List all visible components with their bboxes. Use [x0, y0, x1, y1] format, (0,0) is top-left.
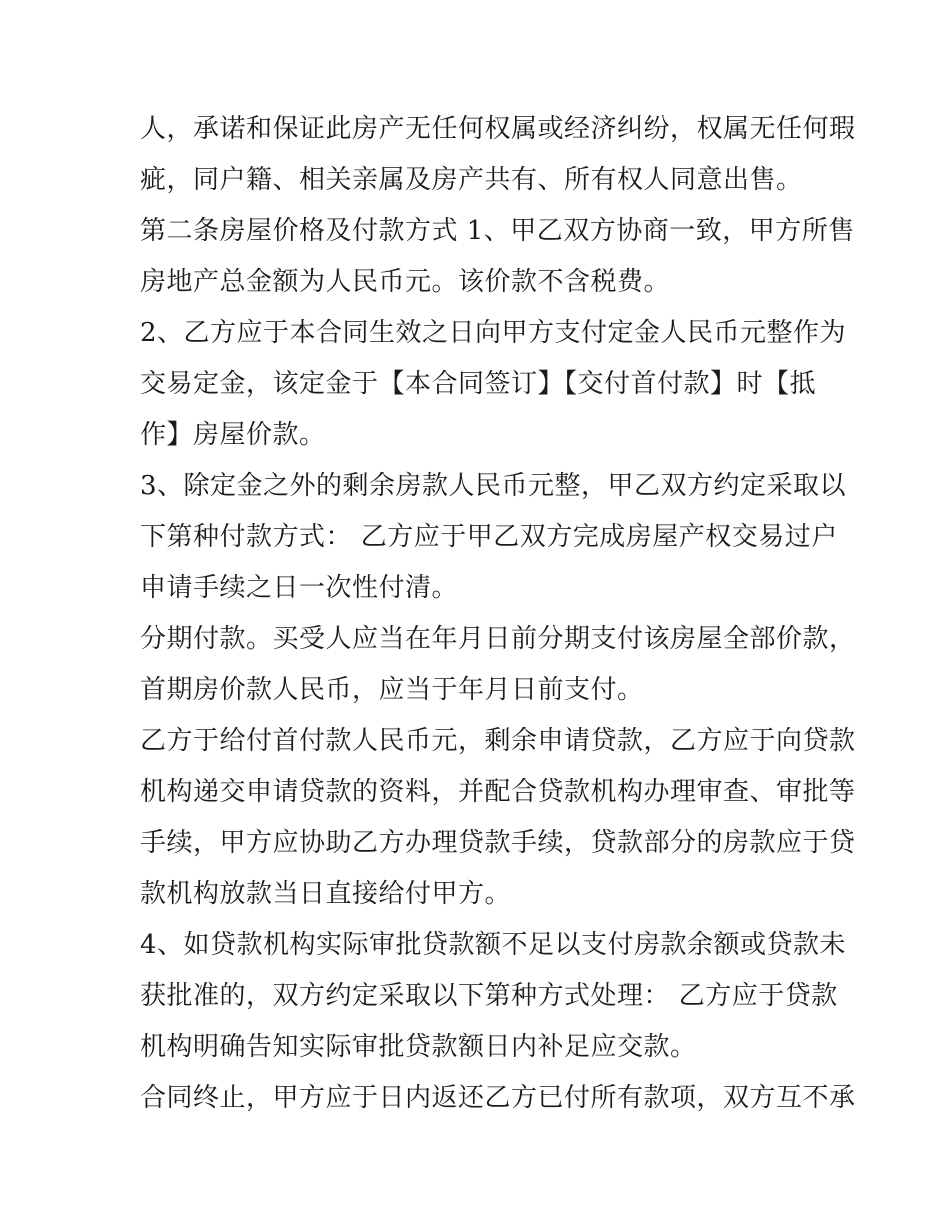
- text-line: 机构递交申请贷款的资料，并配合贷款机构办理审查、审批等: [140, 777, 856, 807]
- text-line: 作】房屋价款。: [140, 420, 326, 450]
- text-line: 获批准的，双方约定采取以下第种方式处理： 乙方应于贷款: [140, 981, 838, 1011]
- text-line: 房地产总金额为人民币元。该价款不含税费。: [140, 267, 671, 297]
- text-line: 下第种付款方式： 乙方应于甲乙双方完成房屋产权交易过户: [140, 522, 838, 552]
- text-line: 手续，甲方应协助乙方办理贷款手续，贷款部分的房款应于贷: [140, 828, 856, 858]
- text-line: 2、乙方应于本合同生效之日向甲方支付定金人民币元整作为: [140, 318, 847, 348]
- text-line: 第二条房屋价格及付款方式 1、甲乙双方协商一致，甲方所售: [140, 216, 855, 246]
- text-line: 疵，同户籍、相关亲属及房产共有、所有权人同意出售。: [140, 165, 803, 195]
- text-line: 人，承诺和保证此房产无任何权属或经济纠纷，权属无任何瑕: [140, 114, 856, 144]
- text-line: 申请手续之日一次性付清。: [140, 573, 459, 603]
- text-line: 机构明确告知实际审批贷款额日内补足应交款。: [140, 1032, 697, 1062]
- text-line: 交易定金，该定金于【本合同签订】【交付首付款】时【抵: [140, 369, 817, 399]
- text-line: 款机构放款当日直接给付甲方。: [140, 879, 512, 909]
- text-line: 合同终止，甲方应于日内返还乙方已付所有款项，双方互不承: [140, 1083, 856, 1113]
- text-line: 分期付款。买受人应当在年月日前分期支付该房屋全部价款，: [140, 624, 856, 654]
- text-line: 首期房价款人民币，应当于年月日前支付。: [140, 675, 644, 705]
- text-line: 乙方于给付首付款人民币元，剩余申请贷款，乙方应于向贷款: [140, 726, 856, 756]
- text-line: 4、如贷款机构实际审批贷款额不足以支付房款余额或贷款未: [140, 930, 847, 960]
- text-line: 3、除定金之外的剩余房款人民币元整，甲乙双方约定采取以: [140, 471, 847, 501]
